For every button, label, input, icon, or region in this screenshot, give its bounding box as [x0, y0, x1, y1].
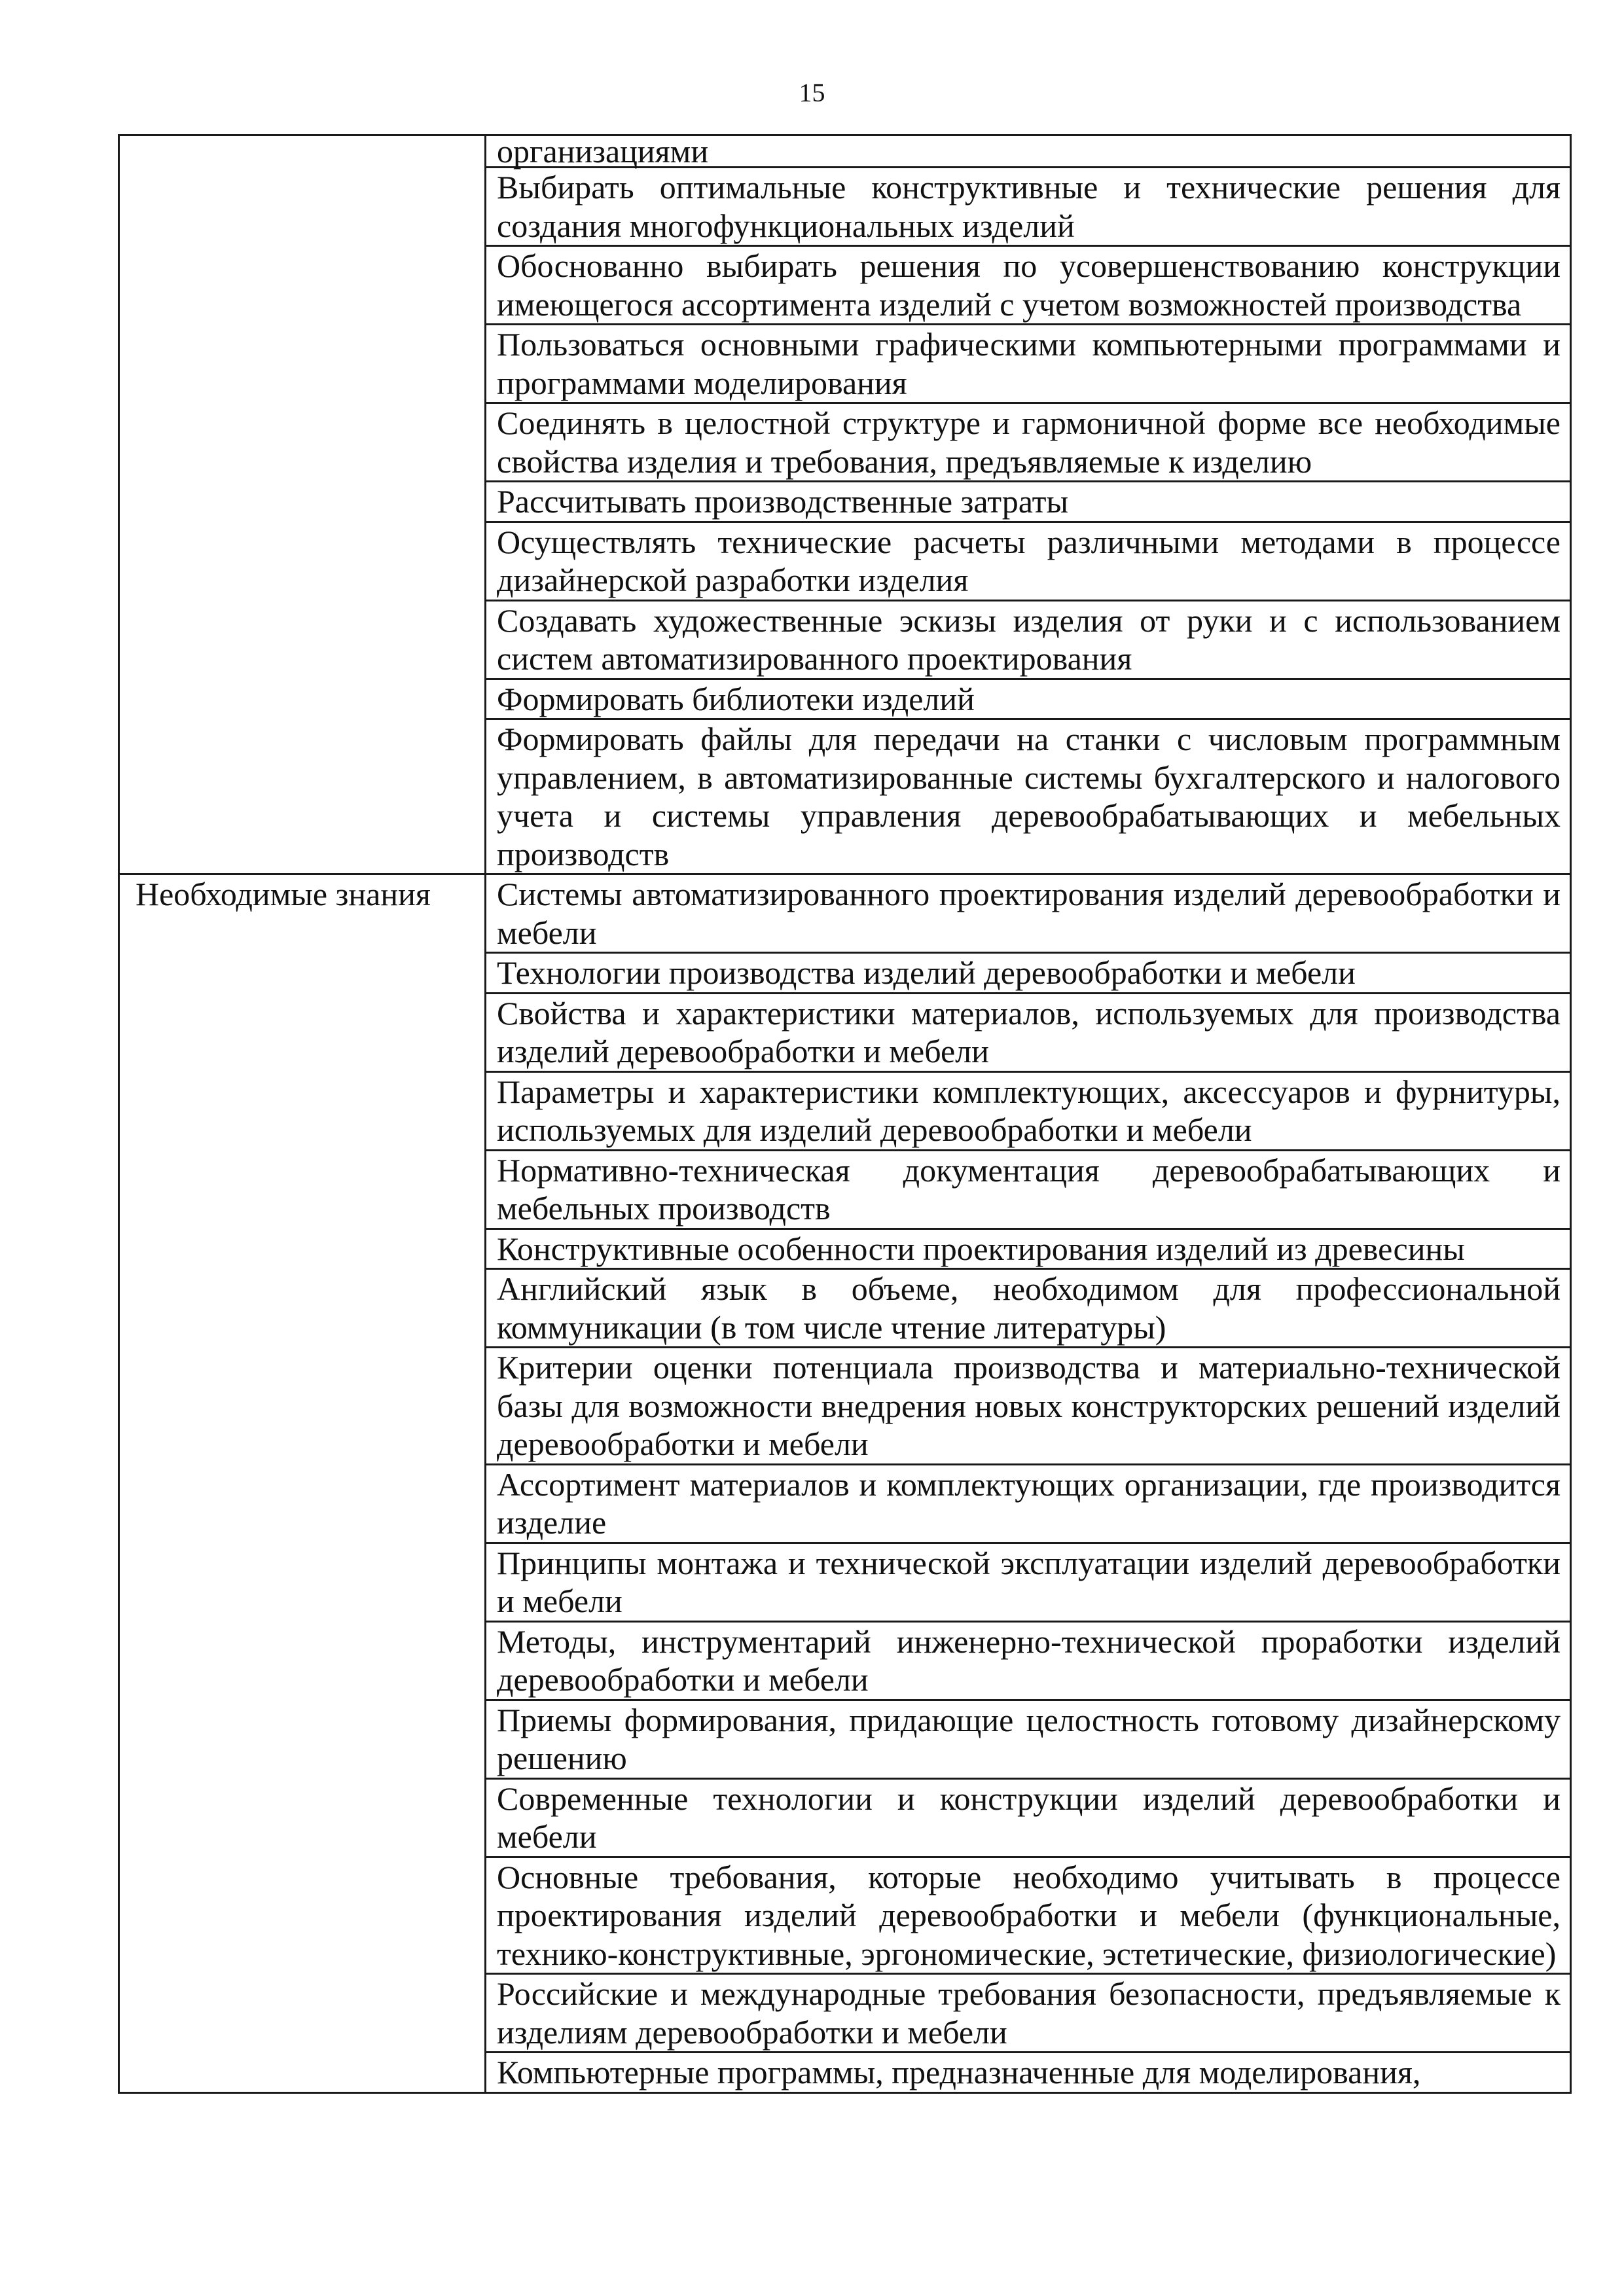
knowledge-item: Методы, инструментарий инженерно-технической проработки изделий деревообработки и мебели [486, 1621, 1571, 1700]
skill-item: Создавать художественные эскизы изделия от руки и с использованием систем автоматизированного проектирования [486, 600, 1571, 679]
skill-item: Рассчитывать производственные затраты [486, 482, 1571, 522]
knowledge-item: Нормативно-техническая документация деревообрабатывающих и мебельных производств [486, 1150, 1571, 1229]
knowledge-item: Компьютерные программы, предназначенные для моделирования, [486, 2053, 1571, 2093]
skill-item: Выбирать оптимальные конструктивные и технические решения для создания многофункциональных изделий [486, 168, 1571, 246]
knowledge-item: Английский язык в объеме, необходимом для профессиональной коммуникации (в том числе чтение литературы) [486, 1269, 1571, 1348]
knowledge-group-label: Необходимые знания [119, 874, 486, 2093]
skill-item: Формировать библиотеки изделий [486, 679, 1571, 719]
knowledge-item: Основные требования, которые необходимо учитывать в процессе проектирования изделий деревообработки и мебели (функциональные, технико-конструктивные, эргономические, эстетические, физиологические) [486, 1857, 1571, 1974]
knowledge-item: Приемы формирования, придающие целостность готовому дизайнерскому решению [486, 1700, 1571, 1778]
knowledge-item: Критерии оценки потенциала производства и материально-технической базы для возможности внедрения новых конструкторских решений изделий деревообработки и мебели [486, 1348, 1571, 1465]
knowledge-item: Принципы монтажа и технической эксплуатации изделий деревообработки и мебели [486, 1543, 1571, 1621]
knowledge-item: Современные технологии и конструкции изделий деревообработки и мебели [486, 1778, 1571, 1857]
knowledge-item: Свойства и характеристики материалов, используемых для производства изделий деревообработки и мебели [486, 993, 1571, 1071]
skill-item: Пользоваться основными графическими компьютерными программами и программами моделирования [486, 325, 1571, 403]
knowledge-item: Системы автоматизированного проектирования изделий деревообработки и мебели [486, 874, 1571, 953]
skills-group-label [119, 135, 486, 874]
page-number: 15 [799, 78, 825, 107]
skill-item: организациями [486, 135, 1571, 168]
skill-item: Обоснованно выбирать решения по усовершенствованию конструкции имеющегося ассортимента изделий с учетом возможностей производства [486, 246, 1571, 325]
competency-table [118, 134, 1572, 2094]
knowledge-item: Российские и международные требования безопасности, предъявляемые к изделиям деревообработки и мебели [486, 1974, 1571, 2053]
skill-item: Соединять в целостной структуре и гармоничной форме все необходимые свойства изделия и требования, предъявляемые к изделию [486, 403, 1571, 482]
knowledge-item: Параметры и характеристики комплектующих, аксессуаров и фурнитуры, используемых для изделий деревообработки и мебели [486, 1071, 1571, 1150]
knowledge-item: Технологии производства изделий деревообработки и мебели [486, 953, 1571, 994]
skill-item: Осуществлять технические расчеты различными методами в процессе дизайнерской разработки изделия [486, 522, 1571, 600]
knowledge-item: Конструктивные особенности проектирования изделий из древесины [486, 1229, 1571, 1269]
knowledge-item: Ассортимент материалов и комплектующих организации, где производится изделие [486, 1464, 1571, 1543]
skill-item: Формировать файлы для передачи на станки с числовым программным управлением, в автоматизированные системы бухгалтерского и налогового учета и системы управления деревообрабатывающих и мебельных производств [486, 719, 1571, 874]
